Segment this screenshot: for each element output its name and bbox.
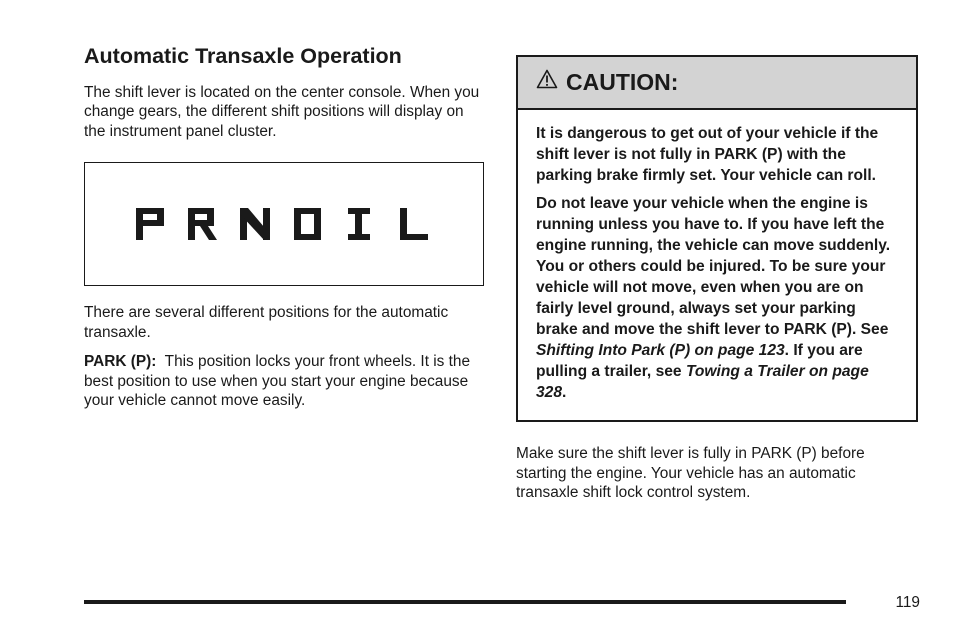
display-letter-r [188,208,217,240]
warning-triangle-icon [536,69,558,94]
towing-a-trailer-reference: Towing a Trailer on page 328 [536,363,869,401]
caution-paragraph-2 [536,193,900,403]
right-column [516,55,918,503]
display-letter-n [240,208,270,240]
caution-header [518,57,916,110]
caution-box [516,55,918,422]
section-heading: Automatic Transaxle Operation [84,44,402,68]
caution-text-a: Do not leave your vehicle when the engine is running unless you have to. If you have left the engine running, the vehicle can move suddenly. You or others could be injured. To be sure your vehicle will not move, even when you are on fairly level ground, always set your parking brake and move the shift lever to PARK (P). See [536,195,891,338]
park-description: This position locks your front wheels. It is the best position to use when you start your engine because your vehicle cannot move easily. [84,353,471,410]
footer-rule [84,600,846,604]
caution-text-b: . If you are pulling a trailer, see [536,342,863,380]
intro-paragraph: The shift lever is located on the center console. When you change gears, the different shift positions will display on the instrument panel cluster. [84,83,480,140]
park-label: PARK (P): [84,353,157,371]
display-letter-d [294,208,321,240]
caution-text-c: . [562,384,567,401]
caution-paragraph-1: It is dangerous to get out of your vehicle if the shift lever is not fully in PARK (P) with the parking brake firmly set. Your vehicle can roll. [536,125,879,184]
page-number: 119 [895,594,920,611]
display-letter-p [136,208,164,240]
display-letter-i [348,208,370,240]
left-column [84,44,489,421]
caution-body [518,110,916,420]
prndl-display-graphic [134,204,434,244]
prndl-display-illustration [84,162,484,286]
caution-title: CAUTION: [566,69,679,95]
park-paragraph [84,352,489,411]
positions-paragraph: There are several different positions for the automatic transaxle. [84,304,449,341]
shift-lock-paragraph: Make sure the shift lever is fully in PARK (P) before starting the engine. Your vehicle has an automatic transaxle shift lock control system. [516,445,865,501]
display-letter-l [400,208,428,240]
shifting-into-park-reference: Shifting Into Park (P) on page 123 [536,342,785,359]
